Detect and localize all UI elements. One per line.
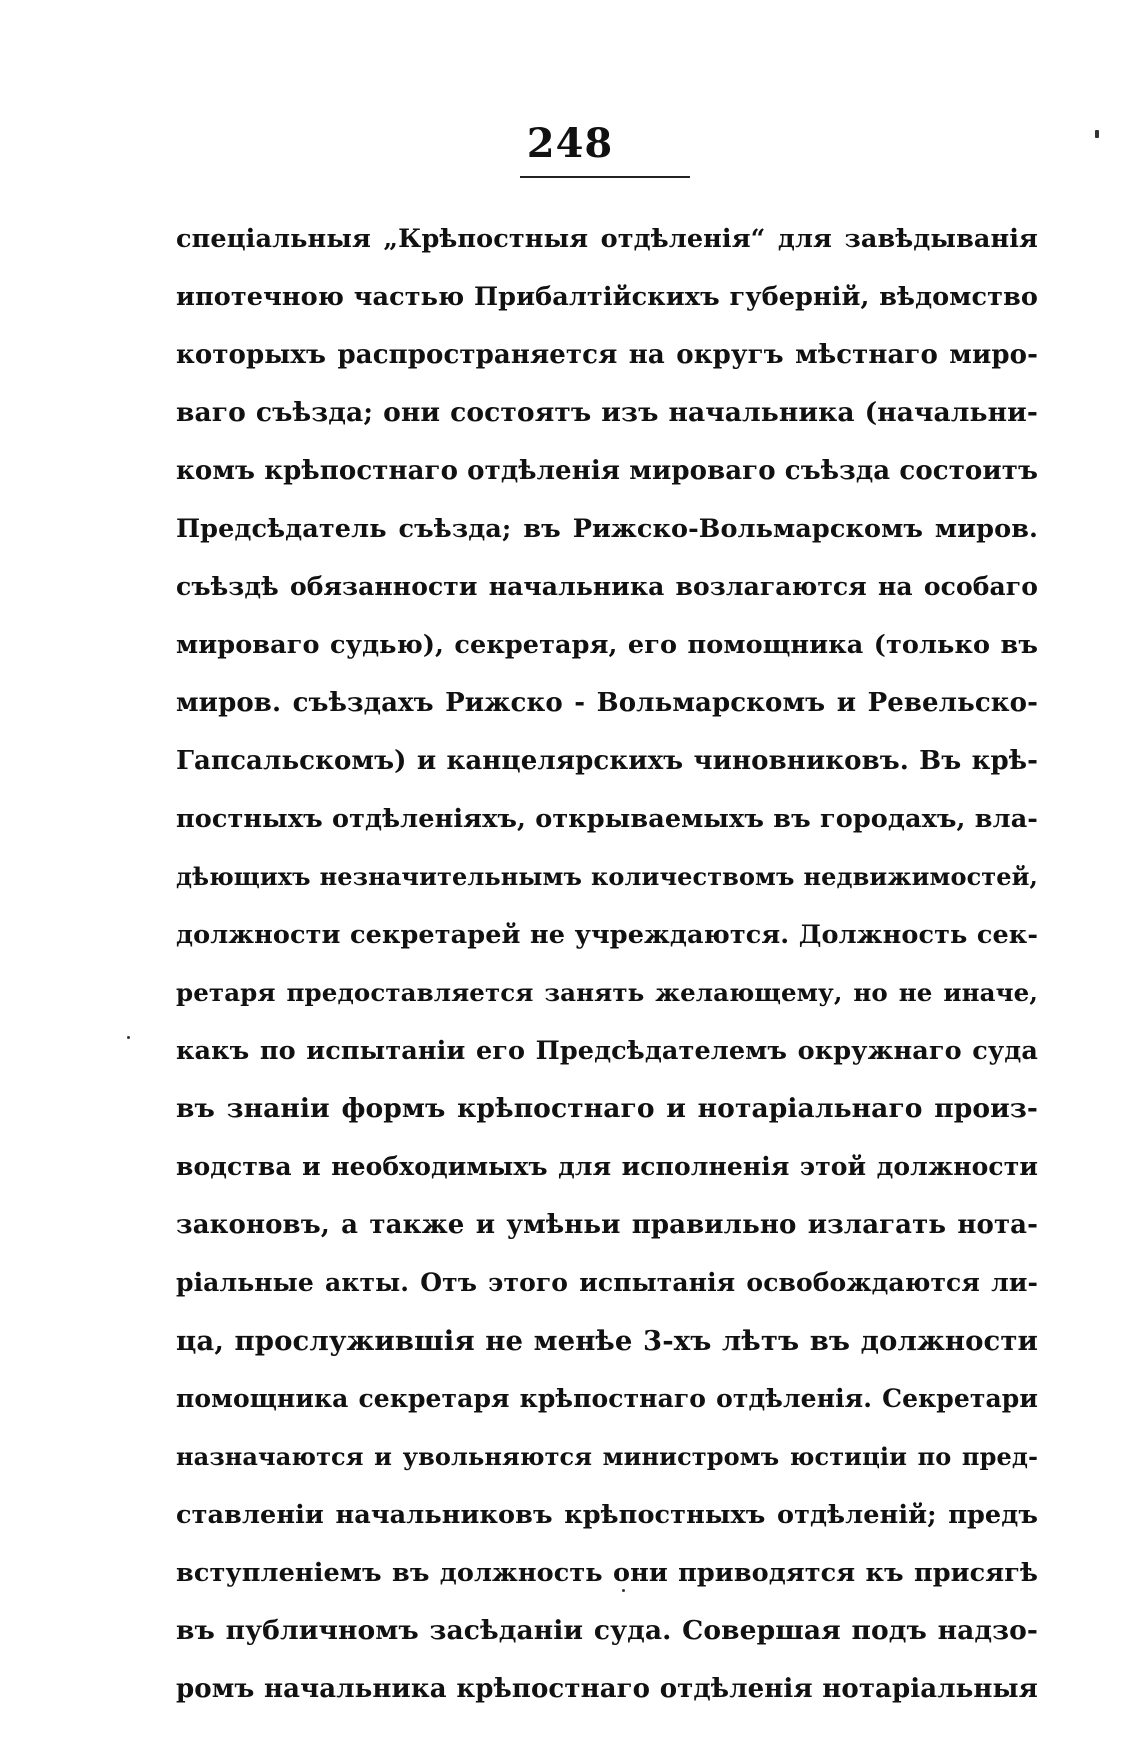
scan-speck xyxy=(622,1589,625,1592)
text-line: назначаются и увольняются министромъ юстиціи по пред- xyxy=(176,1442,1038,1471)
text-line: миров. съѣздахъ Рижско - Вольмарскомъ и Ревельско- xyxy=(176,688,1038,718)
text-line: водства и необходимыхъ для исполненія этой должности xyxy=(176,1152,1038,1181)
text-line: ромъ начальника крѣпостнаго отдѣленія нотаріальныя xyxy=(176,1674,1038,1704)
header-rule xyxy=(520,176,690,178)
text-line: ріальные акты. Отъ этого испытанія освобождаются ли- xyxy=(176,1268,1038,1297)
text-line: въ публичномъ засѣданіи суда. Совершая подъ надзо- xyxy=(176,1615,1038,1646)
text-line: Гапсальскомъ) и канцелярскихъ чиновниковъ. Въ крѣ- xyxy=(176,746,1038,776)
text-line: которыхъ распространяется на округъ мѣстнаго миро- xyxy=(176,340,1038,370)
text-line: постныхъ отдѣленіяхъ, открываемыхъ въ городахъ, вла- xyxy=(176,804,1038,834)
text-line: помощника секретаря крѣпостнаго отдѣленія. Секретари xyxy=(176,1384,1038,1413)
scan-speck xyxy=(1095,130,1099,138)
text-line: ца, прослужившія не менѣе 3-хъ лѣтъ въ должности xyxy=(176,1325,1038,1357)
text-line: ставленіи начальниковъ крѣпостныхъ отдѣленій; предъ xyxy=(176,1500,1038,1530)
body-text xyxy=(176,210,1038,1718)
text-line: въ знаніи формъ крѣпостнаго и нотаріальнаго произ- xyxy=(176,1093,1038,1124)
text-line: спеціальныя „Крѣпостныя отдѣленія“ для завѣдыванія xyxy=(176,224,1038,254)
text-line: ипотечною частью Прибалтійскихъ губерній, вѣдомство xyxy=(176,282,1038,312)
text-line: законовъ, а также и умѣньи правильно излагать нота- xyxy=(176,1210,1038,1240)
text-line: дѣющихъ незначительнымъ количествомъ недвижимостей, xyxy=(176,862,1038,891)
scan-speck xyxy=(127,1036,130,1039)
text-line: ваго съѣзда; они состоятъ изъ начальника (начальни- xyxy=(176,397,1038,428)
text-line: какъ по испытаніи его Предсѣдателемъ окружнаго суда xyxy=(176,1036,1038,1066)
text-line: ретаря предоставляется занять желающему, но не иначе, xyxy=(176,978,1038,1007)
text-line: съѣздѣ обязанности начальника возлагаются на особаго xyxy=(176,572,1038,601)
text-line: должности секретарей не учреждаются. Должность сек- xyxy=(176,920,1038,950)
text-line: вступленіемъ въ должность они приводятся къ присягѣ xyxy=(176,1558,1038,1588)
text-line: мироваго судью), секретаря, его помощника (только въ xyxy=(176,630,1038,660)
text-line: комъ крѣпостнаго отдѣленія мироваго съѣзда состоитъ xyxy=(176,456,1038,486)
text-line: Предсѣдатель съѣзда; въ Рижско-Вольмарскомъ миров. xyxy=(176,514,1038,544)
page-number: 248 xyxy=(526,120,614,167)
